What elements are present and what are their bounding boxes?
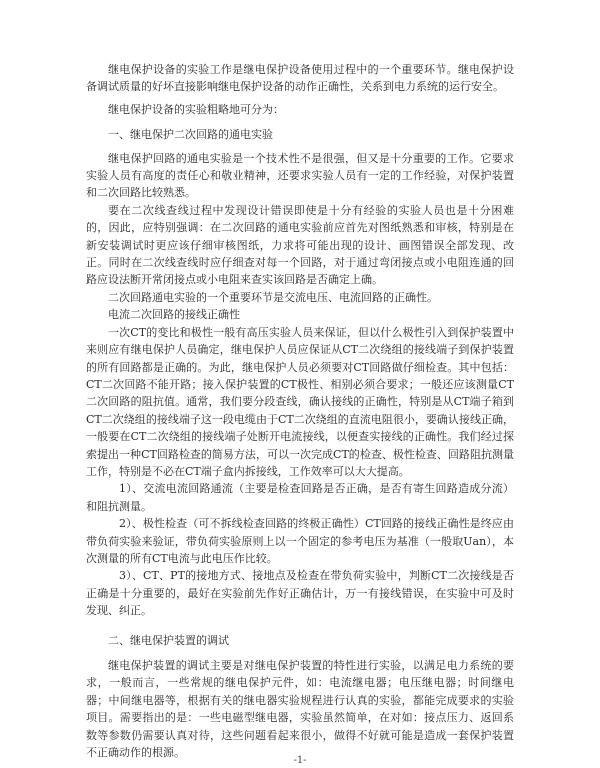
intro-list-lead: 继电保护设备的实验粗略地可分为： <box>108 102 284 116</box>
section-2-heading: 二、继电保护装置的调试 <box>108 633 229 647</box>
section-1-item-1: 1）、交流电流回路通流（主要是检查回路是否正确，是否有寄生回路造成分流）和阻抗测量。 <box>86 482 514 513</box>
section-2-paragraph-1: 继电保护装置的调试主要是对继电保护装置的特性进行实验，以满足电力系统的要求，一般而言，一些常规的继电保护元件，如：电流继电器；电压继电器；时间继电器；中间继电器等，根据有关的继电器实验规程进行认真的实验，都能完成要求的实验项目。需要指出的是：一些电磁型继电器，实验虽然简单，在对如：接点压力、返回系数等参数仍需要认真对待，这些问题看起来很小，做得不好就可能是造成一套保护装置不正确动作的根源。 <box>86 659 514 760</box>
section-1-item-2: 2）、极性检查（可不拆线检查回路的终极正确性）CT回路的接线正确性是终应由带负荷实验来验证，带负荷实验原则上以一个固定的参考电压为基准（一般取Uan），本次测量的所有CT电流与此电压作比较。 <box>86 517 514 565</box>
section-1-paragraph-4: 一次CT的变比和极性一般有高压实验人员来保证，但以什么极性引入到保护装置中来则应有继电保护人员确定，继电保护人员应保证从CT二次绕组的接线端子到保护装置的所有回路都是正确的。为此，继电保护人员必须要对CT回路做仔细检查。其中包括：CT二次回路不能开路；接入保护装置的CT极性、相别必须合要求；一般还应该测量CT二次回路的阻抗值。通常，我们要分段查线，确认接线的正确性，特别是从CT端子箱到CT二次绕组的接线端子这一段电缆由于CT二次绕组的直流电阻很小，要确认接线正确，一般要在CT二次绕组的接线端子处断开电流接线，以便查实接线的正确性。我们经过探索提出一种CT回路检查的简易方法，可以一次完成CT的检查、极性检查、回路阻抗测量工作，特别是不必在CT端子盒内拆接线，工作效率可以大大提高。 <box>86 325 514 478</box>
section-1-heading: 一、继电保护二次回路的通电实验 <box>108 128 273 142</box>
section-1-paragraph-1: 继电保护回路的通电实验是一个技术性不是很强，但又是十分重要的工作。它要求实验人员有高度的责任心和敬业精神，还要求实验人员有一定的工作经验，对保护装置和二次回路比较熟悉。 <box>86 151 514 200</box>
intro-paragraph: 继电保护设备的实验工作是继电保护设备使用过程中的一个重要环节。继电保护设备调试质量的好坏直接影响继电保护设备的动作正确性，关系到电力系统的运行安全。 <box>86 63 514 94</box>
section-1-paragraph-3: 二次回路通电实验的一个重要环节是交流电压、电流回路的正确性。 <box>108 290 438 304</box>
section-1-subheading: 电流二次回路的接线正确性 <box>108 308 240 322</box>
page-number: -1- <box>293 755 307 766</box>
section-1-item-3: 3）、CT、PT的接地方式、接地点及检查在带负荷实验中，判断CT二次接线是否正确是十分重要的，最好在实验前先作好正确估计，万一有接线错误，在实验中可及时发现、纠正。 <box>86 569 514 618</box>
section-1-paragraph-2: 要在二次线查线过程中发现设计错误即使是十分有经验的实验人员也是十分困难的，因此，应特别强调：在二次回路的通电实验前应首先对图纸熟悉和审核，特别是在新安装调试时更应该仔细审核图纸，力求将可能出现的设计、画图错误全部发现、改正。同时在二次线查线时应仔细查对每一个回路，对于通过弯闭接点或小电阻连通的回路应设法断开常闭接点或小电阻来查实该回路是否确定上确。 <box>86 203 514 287</box>
